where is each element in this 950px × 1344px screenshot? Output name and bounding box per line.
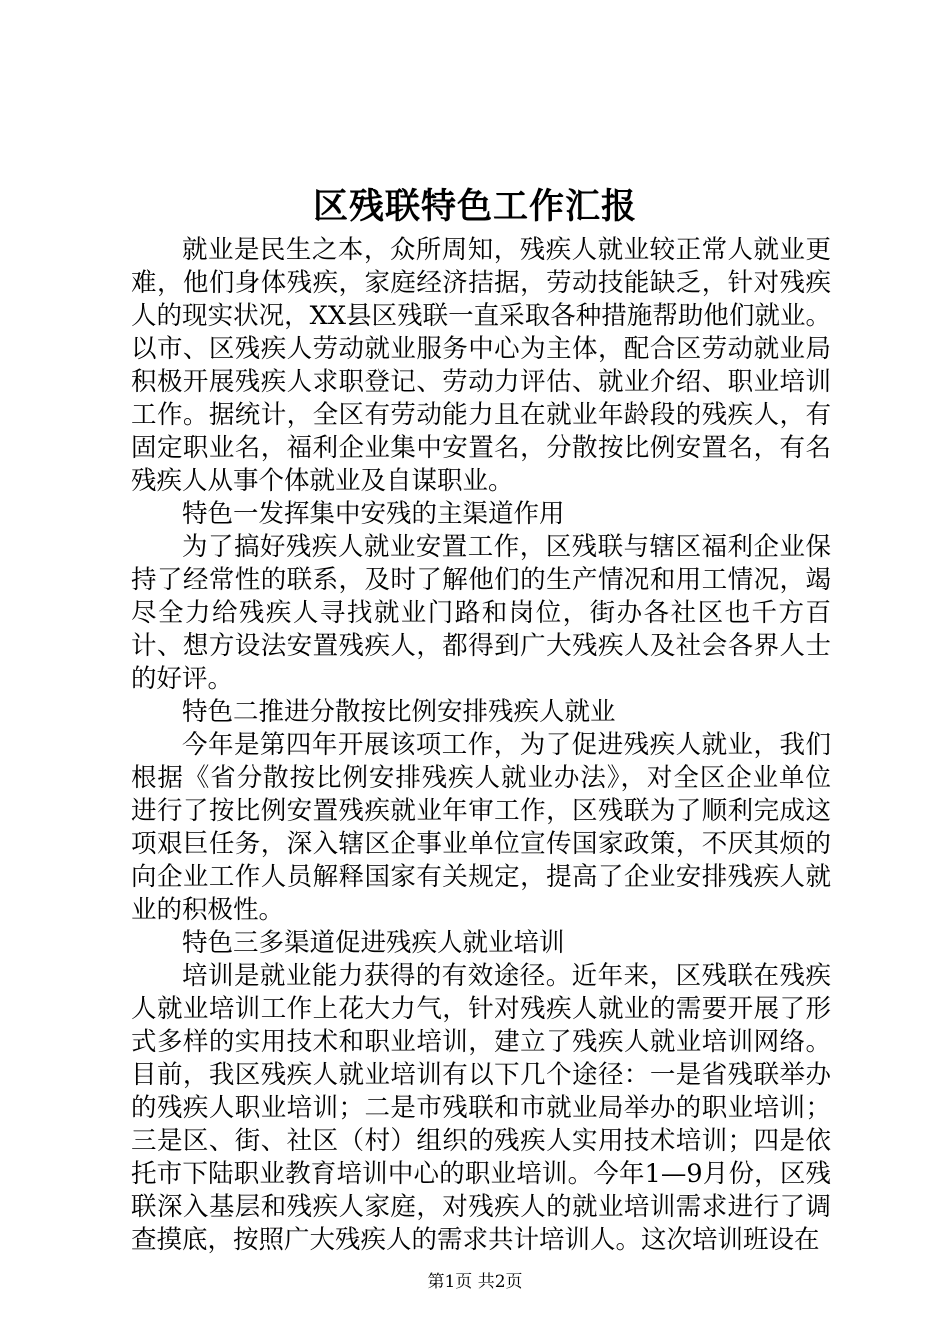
section-heading-2: 特色二推进分散按比例安排残疾人就业 bbox=[182, 697, 616, 727]
paragraph-intro: 就业是民生之本，众所周知，残疾人就业较正常人就业更难，他们身体残疾，家庭经济拮据，劳动技能缺乏，针对残疾人的现实状况，XX县区残联一直采取各种措施帮助他们就业。以市、区残疾人劳动就业服务中心为主体，配合区劳动就业局积极开展残疾人求职登记、劳动力评估、就业介绍、职业培训工作。据统计，全区有劳动能力且在就业年龄段的残疾人，有固定职业名，福利企业集中安置名，分散按比例安置名，有名残疾人从事个体就业及自谋职业。 bbox=[131, 235, 831, 496]
document-body bbox=[131, 234, 831, 1257]
section-heading-3: 特色三多渠道促进残疾人就业培训 bbox=[182, 928, 565, 958]
document-title: 区残联特色工作汇报 bbox=[312, 186, 637, 227]
paragraph-section-3: 培训是就业能力获得的有效途径。近年来，区残联在残疾人就业培训工作上花大力气，针对残疾人就业的需要开展了形式多样的实用技术和职业培训，建立了残疾人就业培训网络。目前，我区残疾人就业培训有以下几个途径：一是省残联举办的残疾人职业培训；二是市残联和市就业局举办的职业培训；三是区、街、社区（村）组织的残疾人实用技术培训；四是依托市下陆职业教育培训中心的职业培训。今年1—9月份，区残联深入基层和残疾人家庭，对残疾人的就业培训需求进行了调查摸底，按照广大残疾人的需求共计培训人。这次培训班设在 bbox=[131, 961, 831, 1255]
paragraph-section-2: 今年是第四年开展该项工作，为了促进残疾人就业，我们根据《省分散按比例安排残疾人就业办法》，对全区企业单位进行了按比例安置残疾就业年审工作，区残联为了顺利完成这项艰巨任务，深入辖区企事业单位宣传国家政策，不厌其烦的向企业工作人员解释国家有关规定，提高了企业安排残疾人就业的积极性。 bbox=[131, 730, 831, 925]
section-heading-1: 特色一发挥集中安残的主渠道作用 bbox=[182, 499, 565, 529]
paragraph-section-1: 为了搞好残疾人就业安置工作，区残联与辖区福利企业保持了经常性的联系，及时了解他们的生产情况和用工情况，竭尽全力给残疾人寻找就业门路和岗位，街办各社区也千方百计、想方设法安置残疾人，都得到广大残疾人及社会各界人士的好评。 bbox=[131, 532, 831, 694]
page-number-footer: 第1页 共2页 bbox=[427, 1272, 523, 1292]
